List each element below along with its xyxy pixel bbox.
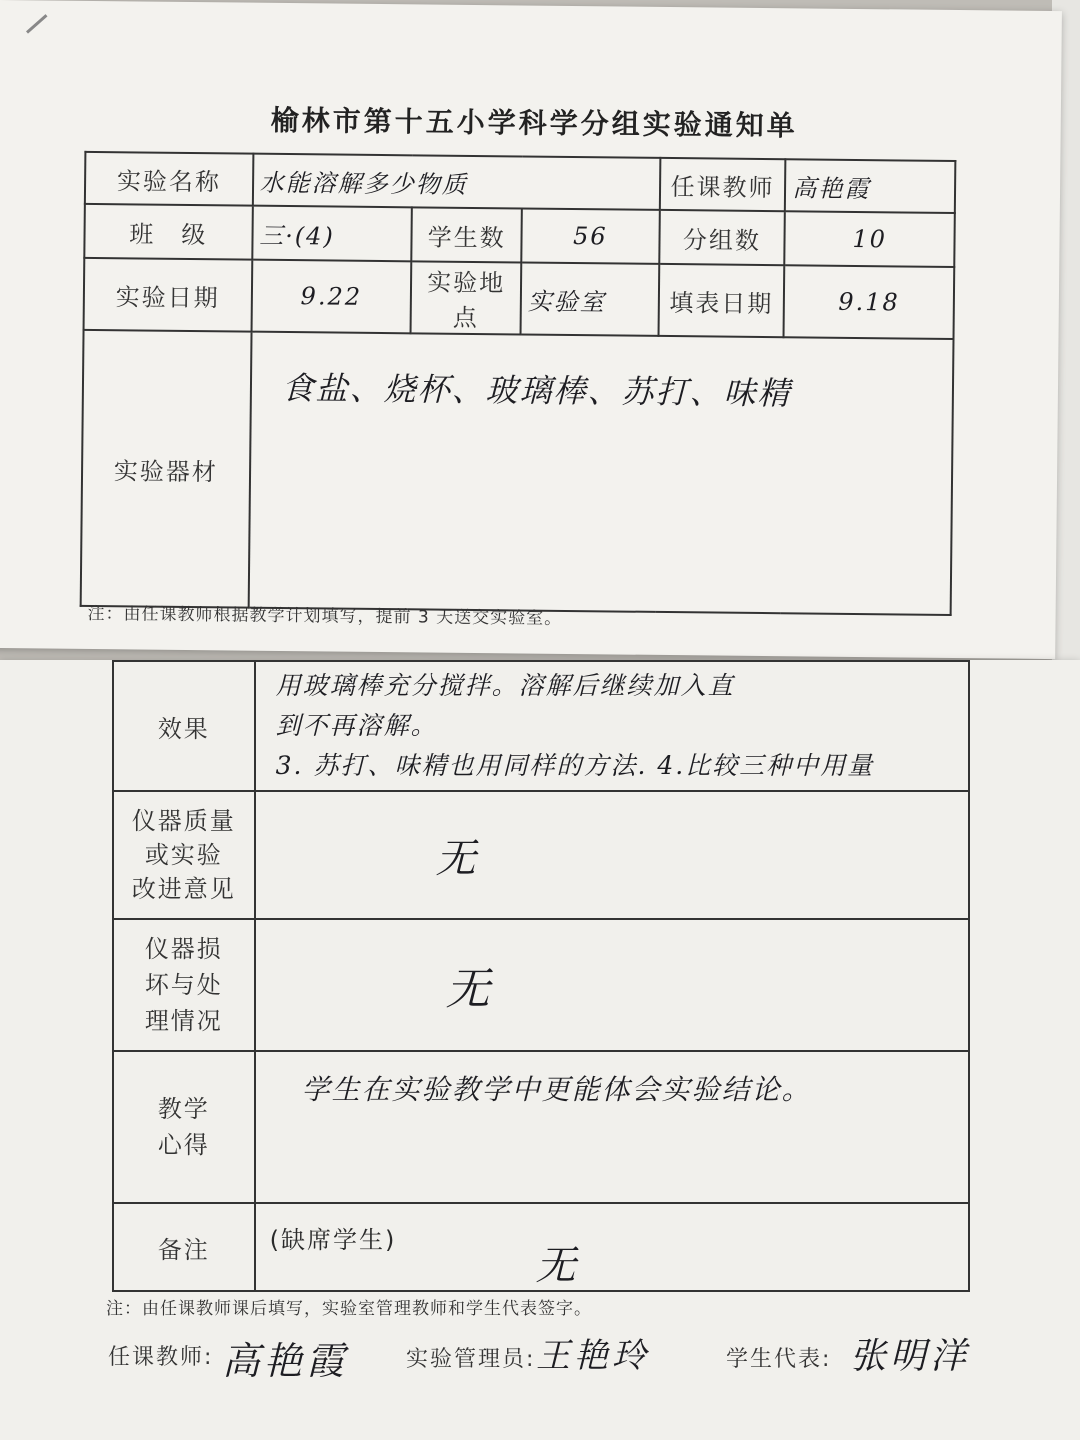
staple [26,14,47,33]
student-sign-label: 学生代表: [726,1347,832,1372]
students-label: 学生数 [412,207,522,262]
experiment-name-label: 实验名称 [85,152,253,206]
teacher-value: 高艳霞 [785,159,955,213]
fill-date-value: 9.18 [784,265,954,339]
experience-label-line-1: 教学 [157,1095,210,1123]
notice-table [80,151,957,616]
remark-hint: (缺席学生) [269,1226,397,1254]
admin-sign-label: 实验管理员: [406,1347,536,1372]
place-value: 实验室 [521,262,659,335]
place-label: 实验地点 [411,261,521,334]
equipment-label: 实验器材 [81,330,251,608]
effect-line-2: 到不再溶解。 [275,711,438,740]
top-note: 注：由任课教师根据教学计划填写，提前 3 天送交实验室。 [87,603,563,629]
experiment-name-value: 水能溶解多少物质 [252,154,660,210]
row-class [84,204,955,267]
date-label: 实验日期 [84,258,252,332]
damage-label-line-3: 理情况 [144,1007,223,1035]
row-damage [113,919,969,1051]
remark-label: 备注 [113,1203,255,1291]
form-title: 榆林市第十五小学科学分组实验通知单 [270,103,798,143]
class-value: 三·(4) [252,206,412,262]
date-value: 9.22 [251,260,411,334]
top-notice-sheet [0,0,1062,659]
class-label: 班 级 [84,204,252,260]
students-value: 56 [521,208,659,263]
fill-date-label: 填表日期 [658,264,784,337]
effect-line-3: 3. 苏打、味精也用同样的方法. 4.比较三种中用量 [275,751,875,780]
student-signature: 张明洋 [850,1336,971,1377]
row-experience [113,1051,969,1203]
teacher-signature: 高艳霞 [222,1339,349,1383]
groups-label: 分组数 [659,210,785,265]
quality-label-line-3: 改进意见 [131,875,236,903]
effect-line-1: 用玻璃棒充分搅拌。溶解后继续加入直 [275,671,735,700]
experience-label-line-2: 心得 [157,1131,210,1159]
record-table [112,660,970,1292]
admin-signature: 王艳玲 [536,1336,650,1376]
bottom-note: 注：由任课教师课后填写，实验室管理教师和学生代表签字。 [106,1299,592,1319]
row-effect [113,661,969,791]
groups-value: 10 [785,211,955,267]
equipment-value: 食盐、烧杯、玻璃棒、苏打、味精 [248,332,953,615]
damage-value: 无 [255,919,969,1051]
experience-label [113,1051,255,1203]
quality-label-line-2: 或实验 [144,841,223,869]
damage-label-line-1: 仪器损 [144,935,223,963]
row-remark [113,1203,969,1291]
row-quality [113,791,969,919]
remark-value: 无 [535,1243,579,1289]
quality-label [113,791,255,919]
row-date [84,258,955,339]
teacher-sign-label: 任课教师: [108,1345,214,1370]
row-equipment [81,330,954,615]
quality-value: 无 [255,791,969,919]
teacher-label: 任课教师 [659,158,785,211]
experience-value: 学生在实验教学中更能体会实验结论。 [255,1051,969,1203]
remark-cell [255,1203,969,1291]
quality-label-line-1: 仪器质量 [131,807,236,835]
effect-value [255,661,969,791]
damage-label [113,919,255,1051]
damage-label-line-2: 坏与处 [144,971,223,999]
bottom-record-sheet [0,660,1080,1440]
row-experiment-name [85,152,955,213]
effect-label: 效果 [113,661,255,791]
